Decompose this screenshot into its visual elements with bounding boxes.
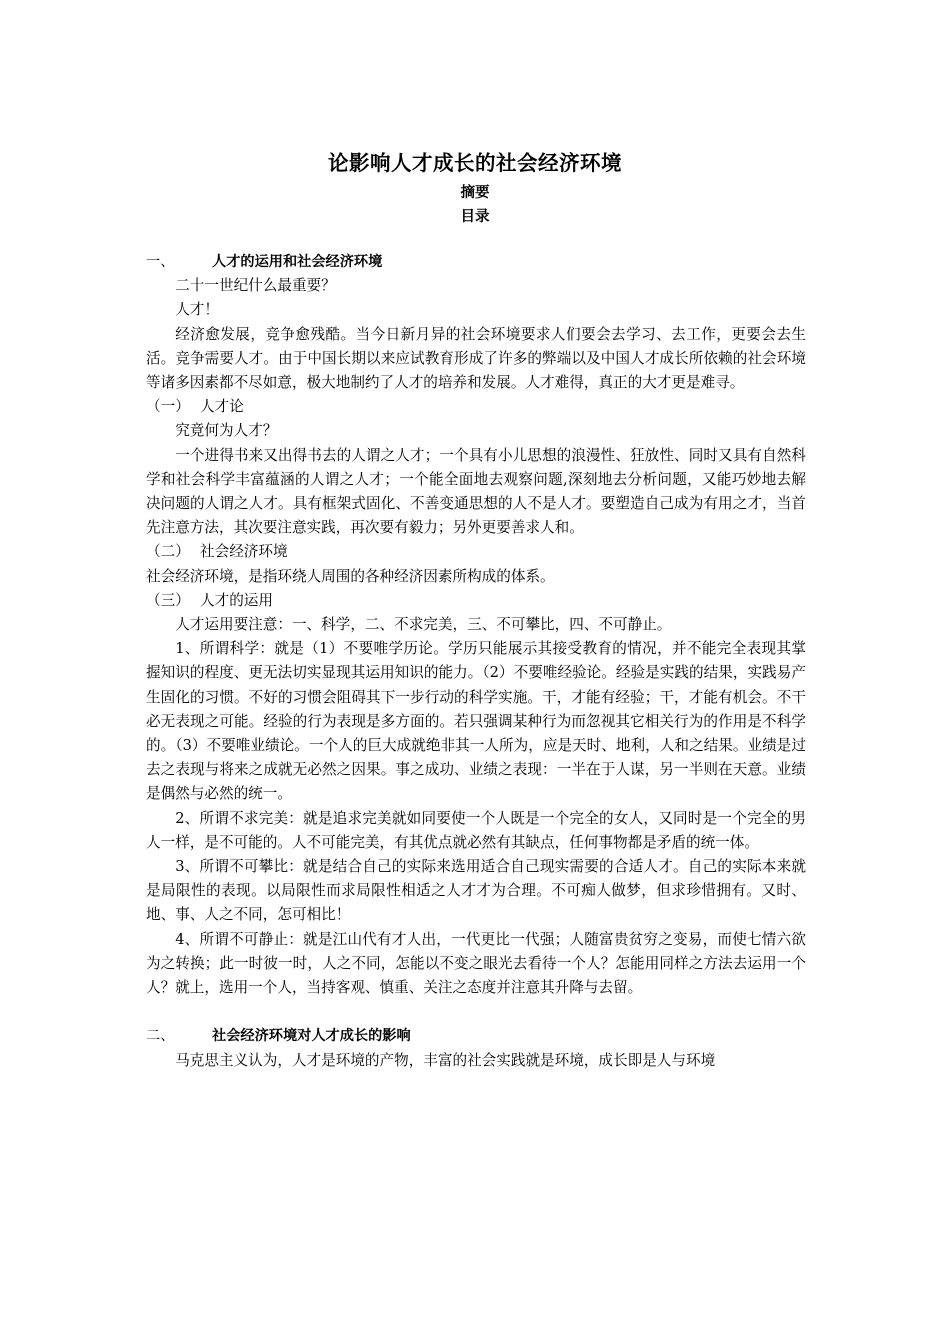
document-body — [146, 250, 806, 1073]
subsection-number: （二） — [146, 543, 190, 561]
paragraph: 2、所谓不求完美：就是追求完美就如同要使一个人既是一个完全的女人，又同时是一个完全的男人一样，是不可能的。人不可能完美，有其优点就必然有其缺点，任何事物都是矛盾的统一体。 — [146, 809, 806, 851]
subsection-number: （三） — [146, 591, 190, 609]
section-title: 社会经济环境对人才成长的影响 — [212, 1028, 411, 1045]
paragraph: 究竟何为人才？ — [175, 422, 278, 440]
paragraph: 二十一世纪什么最重要？ — [175, 277, 336, 295]
paragraph: 经济愈发展，竞争愈残酷。当今日新月异的社会环境要求人们要会去学习、去工作，更要会去生活。竞争需要人才。由于中国长期以来应试教育形成了许多的弊端以及中国人才成长所依赖的社会环境等诸多因素都不尽如意，极大地制约了人才的培养和发展。人才难得，真正的大才更是难寻。 — [146, 325, 806, 392]
section-spacer — [146, 1000, 806, 1024]
subsection-number: （一） — [146, 398, 190, 416]
paragraph: 人才！ — [175, 301, 219, 319]
section-number: 一、 — [146, 254, 175, 270]
subsection-heading — [146, 589, 806, 613]
abstract-heading: 摘要 — [460, 185, 490, 201]
section-heading — [146, 1024, 806, 1048]
subsection-title: 人才的运用 — [200, 591, 273, 609]
section-number: 二、 — [146, 1028, 175, 1045]
paragraph: 社会经济环境，是指环绕人周围的各种经济因素所构成的体系。 — [146, 567, 555, 585]
paragraph: 3、所谓不可攀比：就是结合自己的实际来选用适合自己现实需要的合适人才。自己的实际本来就是局限性的表现。以局限性而求局限性相适之人才才为合理。不可痴人做梦，但求珍惜拥有。又时、地、事、人之不同，怎可相比！ — [146, 858, 806, 924]
paragraph: 4、所谓不可静止：就是江山代有才人出，一代更比一代强；人随富贵贫穷之变易，而使七情六欲为之转换；此一时彼一时，人之不同，怎能以不变之眼光去看待一个人？怎能用同样之方法去运用一个人？就上，选用一个人，当持客观、慎重、关注之态度并注意其升降与去留。 — [146, 930, 806, 997]
subsection-heading — [146, 540, 806, 564]
paragraph: 1、所谓科学：就是（1）不要唯学历论。学历只能展示其接受教育的情况，并不能完全表现其掌握知识的程度、更无法切实显现其运用知识的能力。（2）不要唯经验论。经验是实践的结果，实践易产生固化的习惯。不好的习惯会阻碍其下一步行动的科学实施。干，才能有经验；干，才能有机会。不干必无表现之可能。经验的行为表现是多方面的。若只强调某种行为而忽视其它相关行为的作用是不科学的。（3）不要唯业绩论。一个人的巨大成就绝非其一人所为，应是天时、地利，人和之结果。业绩是过去之表现与将来之成就无必然之因果。事之成功、业绩之表现：一半在于人谋，另一半则在天意。业绩是偶然与必然的统一。 — [146, 640, 806, 803]
subsection-title: 社会经济环境 — [200, 543, 288, 561]
section-title: 人才的运用和社会经济环境 — [212, 254, 383, 270]
subsection-title: 人才论 — [200, 398, 244, 416]
paragraph: 一个进得书来又出得书去的人谓之人才；一个具有小儿思想的浪漫性、狂放性、同时又具有自然科学和社会科学丰富蕴涵的人谓之人才；一个能全面地去观察问题,深刻地去分析问题，又能巧妙地去解决问题的人谓之人才。具有框架式固化、不善变通思想的人不是人才。要塑造自己成为有用之才，当首先注意方法，其次要注意实践，再次要有毅力；另外更要善求人和。 — [146, 446, 806, 537]
document-title: 论影响人才成长的社会经济环境 — [328, 151, 622, 175]
paragraph: 人才运用要注意：一、科学，二、不求完美，三、不可攀比，四、不可静止。 — [175, 616, 672, 634]
section-heading — [146, 250, 806, 274]
subsection-heading — [146, 395, 806, 419]
toc-heading: 目录 — [460, 209, 490, 225]
paragraph: 马克思主义认为，人才是环境的产物，丰富的社会实践就是环境，成长即是人与环境 — [175, 1051, 716, 1069]
